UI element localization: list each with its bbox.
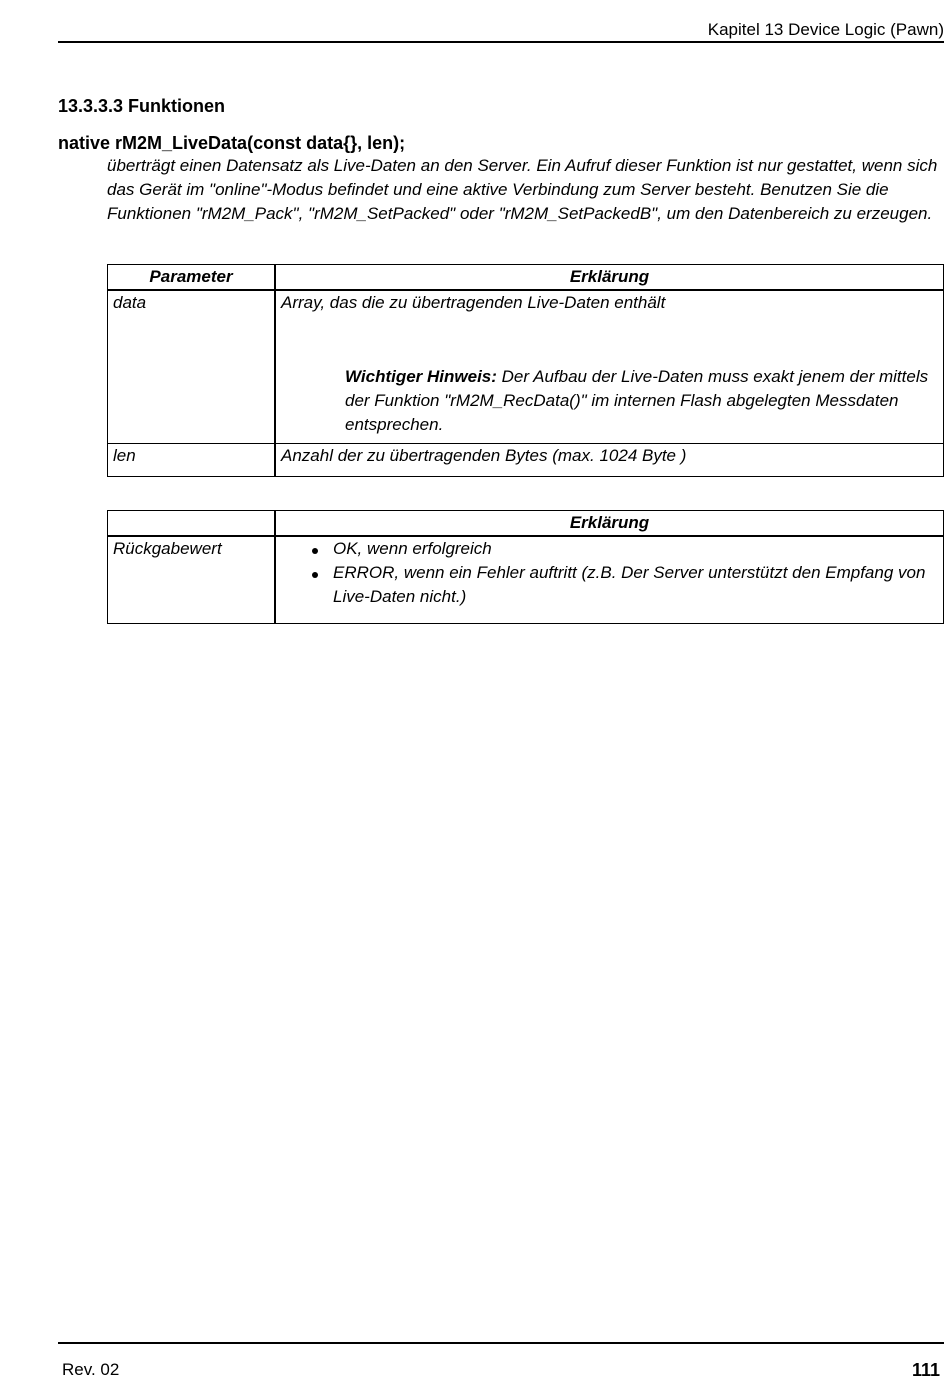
section-heading: 13.3.3.3 Funktionen [58,96,226,116]
note-label: Wichtiger Hinweis: [345,367,497,386]
bullet-text: OK, wenn erfolgreich [333,539,492,558]
header-parameter: Parameter [108,265,276,291]
header-explanation: Erklärung [275,265,944,291]
bullet-text: ERROR, wenn ein Fehler auftritt (z.B. Der Server unterstützt den Empfang von Live-Daten nicht.) [333,563,926,606]
bullet-icon [312,572,318,578]
return-label: Rückgabewert [108,536,276,624]
param-desc-cell [275,290,944,444]
note-text: Der Aufbau der Live-Daten muss exakt jenem der mittels der Funktion "rM2M_RecData()" im internen Flash abgelegten Messdaten entsprechen. [345,367,929,434]
parameter-table [107,264,944,477]
revision-label: Rev. 02 [62,1360,120,1379]
return-value-table [107,510,944,624]
table-row [108,290,944,444]
param-desc: Array, das die zu übertragenden Live-Daten enthält [281,293,666,312]
page-footer [58,1342,944,1380]
header-explanation: Erklärung [275,511,944,537]
function-signature: native rM2M_LiveData(const data{}, len); [58,133,406,153]
header-empty [108,511,276,537]
param-name: len [108,444,276,477]
page-number: 111 [911,1360,940,1380]
table-header-row [108,265,944,291]
list-item [333,561,938,609]
table-row [108,444,944,477]
important-note [345,365,938,437]
table-header-row [108,511,944,537]
bullet-icon [312,548,318,554]
return-values-list [281,537,938,623]
function-description: überträgt einen Datensatz als Live-Daten an den Server. Ein Aufruf dieser Funktion ist nur gestattet, wenn sich das Gerät im "online"-Modus befindet und eine aktive Verbindung zum Server besteht. Benutzen Sie die Funktionen "rM2M_Pack", "rM2M_SetPacked" oder "rM2M_SetPackedB", um den Datenbereich zu erzeugen. [107,156,938,223]
param-desc: Anzahl der zu übertragenden Bytes (max. 1024 Byte ) [275,444,944,477]
page-header [58,18,944,43]
param-name: data [108,290,276,444]
list-item [333,537,938,561]
table-row [108,536,944,624]
chapter-title: Kapitel 13 Device Logic (Pawn) [707,20,944,39]
return-desc-cell [275,536,944,624]
